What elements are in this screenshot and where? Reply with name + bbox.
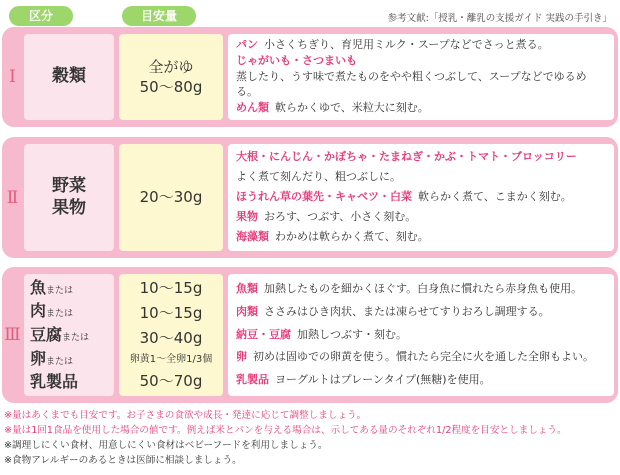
category-label: 卵または — [30, 348, 74, 368]
desc-line: 肉類 ささみはひき肉状、または凍らせてすりおろし調理する。 — [236, 304, 550, 318]
category-label: 肉または — [30, 301, 74, 321]
desc-line: よく煮て刻んだり、粗つぶしに。 — [236, 170, 401, 184]
desc-line: パン 小さくちぎり、育児用ミルク・スープなどでさっと煮る。 — [236, 38, 549, 52]
section-vegetables — [2, 137, 618, 258]
category-label: 野菜 — [52, 176, 86, 197]
desc-line: ほうれん草の葉先・キャベツ・白菜 軟らかく煮て、こまかく刻む。 — [236, 190, 572, 204]
description-box — [228, 274, 614, 396]
desc-line: 果物 おろす、つぶす、小さく刻む。 — [236, 209, 417, 223]
desc-line: 納豆・豆腐 加熱しつぶす・刻む。 — [236, 327, 407, 341]
amount-value: 20〜30g — [139, 188, 203, 207]
desc-line: じゃがいも・さつまいも — [236, 54, 357, 68]
amount-value: 10〜15g — [139, 279, 203, 298]
amount-box — [119, 34, 223, 120]
meyasu-header: 目安量 — [122, 6, 196, 26]
desc-line: 卵 初めは固ゆでの卵黄を使う。慣れたら完全に火を通した全卵もよい。 — [236, 350, 594, 364]
section-grains — [2, 27, 618, 127]
category-box — [24, 34, 114, 120]
footnote: ※量はあくまでも目安です。お子さまの食欲や成長・発達に応じて調整しましょう。 — [4, 410, 367, 421]
roman-numeral: Ⅱ — [6, 187, 19, 208]
desc-line: 乳製品 ヨーグルトはプレーンタイプ(無糖)を使用。 — [236, 373, 491, 387]
category-box — [24, 274, 114, 396]
description-box — [228, 34, 614, 120]
amount-box — [119, 144, 223, 251]
amount-box — [119, 274, 223, 396]
category-label: 乳製品 — [30, 372, 79, 392]
amount-value: 10〜15g — [139, 304, 203, 323]
category-label: 魚または — [30, 277, 74, 297]
reference-text: 参考文献:「授乳・離乳の支援ガイド 実践の手引き」 — [387, 13, 612, 24]
amount-value: 卵黄1〜全卵1/3個 — [129, 354, 213, 366]
desc-line: 海藻類 わかめは軟らかく煮て、刻む。 — [236, 229, 429, 243]
amount-value: 30〜40g — [139, 329, 203, 348]
footnote: ※食物アレルギーのあるときは医師に相談しましょう。 — [4, 455, 242, 466]
footnote: ※調理しにくい食材、用意しにくい食材はベビーフードを利用しましょう。 — [4, 440, 328, 451]
description-box — [228, 144, 614, 251]
category-box — [24, 144, 114, 251]
desc-line: めん類 軟らかくゆで、米粒大に刻む。 — [236, 100, 429, 114]
roman-numeral: Ⅲ — [4, 325, 21, 345]
amount-value: 50〜80g — [139, 78, 203, 96]
category-label: 豆腐または — [30, 324, 90, 344]
footnote: ※量は1回1食品を使用した場合の値です。例えば米とパンを与える場合は、示してある量のそれぞれ1/2程度を目安としましょう。 — [4, 425, 567, 436]
desc-line: 蒸したり、うす味で煮たものをやや粗くつぶして、スープなどでゆるめる。 — [236, 70, 587, 98]
category-label: 穀類 — [52, 66, 86, 87]
desc-line: 魚類 加熱したものを細かくほぐす。白身魚に慣れたら赤身魚も使用。 — [236, 281, 583, 295]
roman-numeral: Ⅰ — [9, 67, 16, 87]
footnotes — [4, 408, 618, 468]
amount-value: 50〜70g — [139, 372, 203, 391]
section-protein — [2, 267, 618, 403]
kubun-header: 区分 — [9, 6, 73, 26]
amount-label: 全がゆ — [148, 57, 194, 76]
category-label: 果物 — [52, 197, 86, 218]
desc-line: 大根・にんじん・かぼちゃ・たまねぎ・かぶ・トマト・ブロッコリー — [236, 150, 577, 164]
